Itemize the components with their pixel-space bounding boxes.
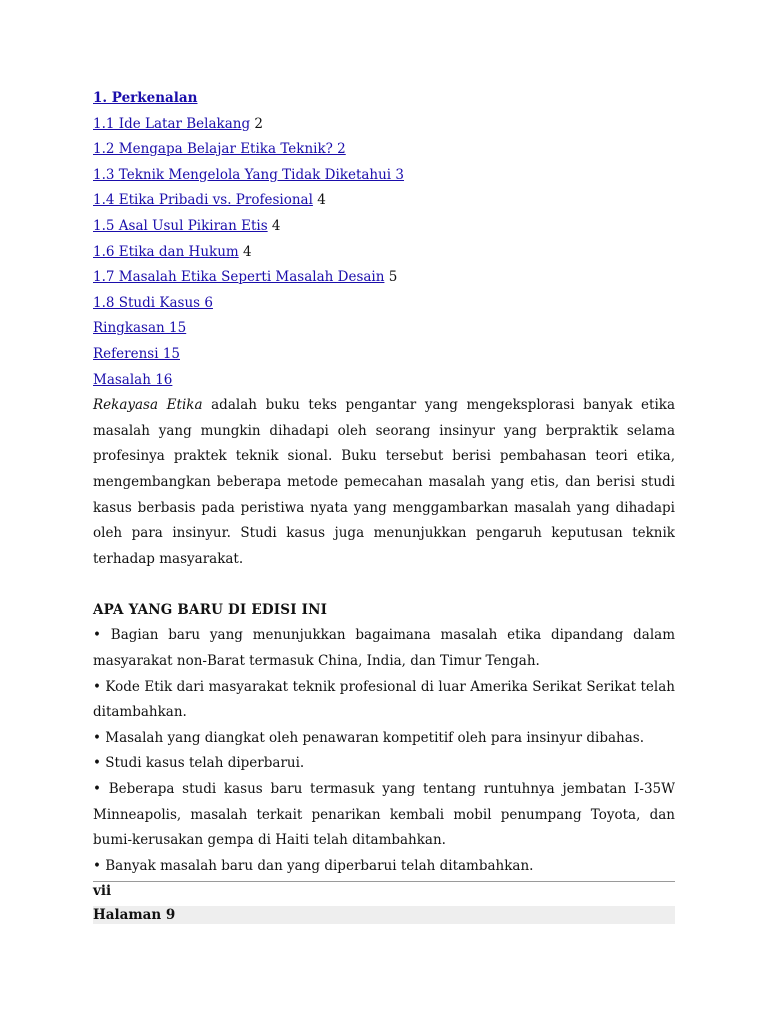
next-page-label: Halaman 9 xyxy=(93,906,675,924)
toc-item[interactable] xyxy=(93,86,675,112)
toc-page-number: 2 xyxy=(250,115,263,132)
page-number: vii xyxy=(93,883,112,900)
list-item: • Kode Etik dari masyarakat teknik profesional di luar Amerika Serikat Serikat telah ditambahkan. xyxy=(93,678,675,721)
bullet-list xyxy=(93,623,675,879)
intro-text: adalah buku teks pengantar yang mengeksplorasi banyak etika masalah yang mungkin dihadapi oleh seorang insinyur yang berpraktik selama profesinya praktek teknik sional. Buku tersebut berisi pembahasan teori etika, mengembangkan beberapa metode pemecahan masalah yang etis, dan berisi studi kasus berbasis pada peristiwa nyata yang menggambarkan masalah yang dihadapi oleh para insinyur. Studi kasus juga menunjukkan pengaruh keputusan teknik terhadap masyarakat. xyxy=(93,397,675,567)
toc-link[interactable]: 1.4 Etika Pribadi vs. Profesional xyxy=(93,192,313,209)
toc-item[interactable] xyxy=(93,163,675,189)
toc-item[interactable] xyxy=(93,291,675,317)
intro-paragraph xyxy=(93,393,675,572)
list-item: • Studi kasus telah diperbarui. xyxy=(93,755,305,772)
toc-page-number: 4 xyxy=(238,243,252,260)
toc-item[interactable] xyxy=(93,188,675,214)
toc-link[interactable]: 1.5 Asal Usul Pikiran Etis xyxy=(93,217,268,234)
toc-item[interactable] xyxy=(93,265,675,291)
book-title: Rekayasa Etika xyxy=(93,397,203,414)
toc-link[interactable]: 1.3 Teknik Mengelola Yang Tidak Diketahui 3 xyxy=(93,166,405,183)
toc-link[interactable]: 1.8 Studi Kasus 6 xyxy=(93,294,213,311)
toc-item[interactable] xyxy=(93,368,675,394)
toc-page-number: 4 xyxy=(267,217,281,234)
list-item: • Banyak masalah baru dan yang diperbarui telah ditambahkan. xyxy=(93,857,534,874)
toc-link[interactable]: 1.2 Mengapa Belajar Etika Teknik? 2 xyxy=(93,141,346,158)
toc-link[interactable]: 1.7 Masalah Etika Seperti Masalah Desain xyxy=(93,269,385,286)
list-item: • Masalah yang diangkat oleh penawaran kompetitif oleh para insinyur dibahas. xyxy=(93,729,644,746)
toc-link[interactable]: 1.1 Ide Latar Belakang xyxy=(93,115,251,132)
page-content xyxy=(93,86,675,905)
toc-link[interactable]: 1.6 Etika dan Hukum xyxy=(93,243,239,260)
toc-link[interactable]: Masalah 16 xyxy=(93,371,173,388)
toc-item[interactable] xyxy=(93,316,675,342)
toc-page-number: 4 xyxy=(312,192,326,209)
toc-link[interactable]: 1. Perkenalan xyxy=(93,90,198,106)
toc-item[interactable] xyxy=(93,112,675,138)
list-item: • Bagian baru yang menunjukkan bagaimana masalah etika dipandang dalam masyarakat non-Barat termasuk China, India, dan Timur Tengah. xyxy=(93,627,675,670)
table-of-contents xyxy=(93,86,675,393)
toc-item[interactable] xyxy=(93,137,675,163)
toc-item[interactable] xyxy=(93,342,675,368)
list-item: • Beberapa studi kasus baru termasuk yang tentang runtuhnya jembatan I-35W Minneapolis, masalah terkait penarikan kembali mobil penumpang Toyota, dan bumi-kerusakan gempa di Haiti telah ditambahkan. xyxy=(93,781,675,849)
toc-item[interactable] xyxy=(93,214,675,240)
toc-link[interactable]: Referensi 15 xyxy=(93,345,180,362)
page-divider xyxy=(93,881,675,882)
section-heading: APA YANG BARU DI EDISI INI xyxy=(93,601,328,618)
toc-link[interactable]: Ringkasan 15 xyxy=(93,320,187,337)
toc-item[interactable] xyxy=(93,240,675,266)
toc-page-number: 5 xyxy=(384,269,398,286)
